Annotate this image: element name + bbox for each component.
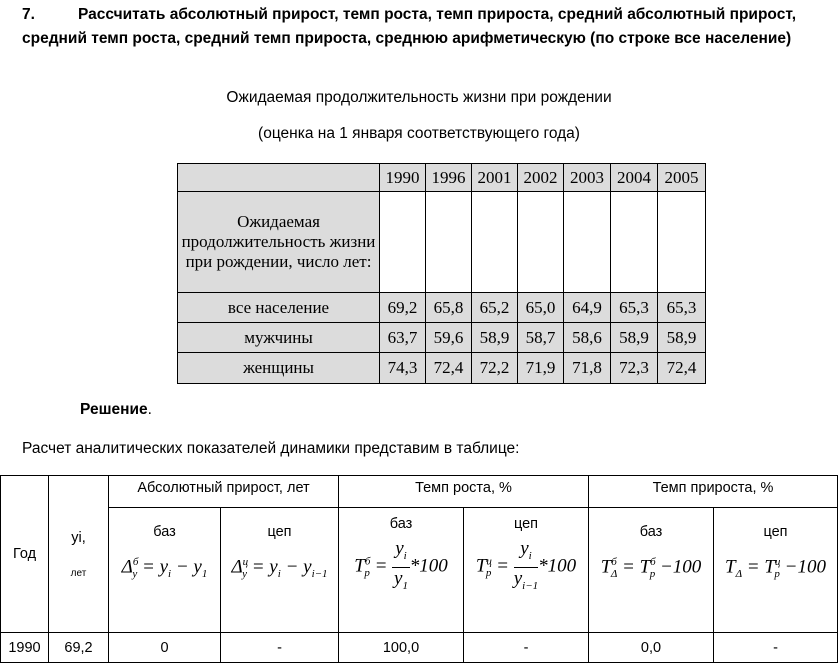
- source-row-label: женщины: [178, 353, 380, 384]
- calc-cell-y: 69,2: [49, 633, 109, 663]
- source-empty-cell: [426, 192, 472, 293]
- sub-label-chain: цеп: [763, 524, 788, 540]
- source-empty-cell: [611, 192, 658, 293]
- source-value: 72,3: [611, 353, 658, 384]
- source-value: 71,8: [564, 353, 611, 384]
- table-caption-title: Ожидаемая продолжительность жизни при рождении: [226, 89, 612, 106]
- source-value: 71,9: [518, 353, 564, 384]
- source-empty-cell: [564, 192, 611, 293]
- calc-cell-gain-base: 0,0: [589, 633, 714, 663]
- source-value: 65,0: [518, 293, 564, 323]
- source-year: 2003: [564, 164, 611, 192]
- calc-cell-growth-base: 100,0: [339, 633, 464, 663]
- calc-header-year: Год: [1, 476, 49, 633]
- formula-abs-chain: $\Delta^ц_y = y_i - y_{i-1}$: [231, 556, 328, 581]
- calc-table: [0, 475, 838, 663]
- calc-cell-gain-chain: -: [714, 633, 838, 663]
- source-value: 69,2: [380, 293, 426, 323]
- source-value: 65,3: [658, 293, 706, 323]
- calc-header-growth-rate: Темп роста, %: [339, 476, 589, 508]
- source-header-label: Ожидаемая продолжительность жизни при рождении, число лет:: [178, 192, 380, 293]
- sub-label-base: баз: [389, 516, 413, 532]
- source-value: 65,8: [426, 293, 472, 323]
- source-value: 58,9: [611, 323, 658, 353]
- source-year: 2004: [611, 164, 658, 192]
- calc-header-abs-chain: [221, 508, 339, 633]
- source-year: 2002: [518, 164, 564, 192]
- source-header-corner: [178, 164, 380, 192]
- source-value: 58,9: [472, 323, 518, 353]
- intro-text: Расчет аналитических показателей динамики представим в таблице:: [22, 440, 520, 457]
- calc-header-abs-growth: Абсолютный прирост, лет: [109, 476, 339, 508]
- source-empty-cell: [658, 192, 706, 293]
- calc-header-growth-base: [339, 508, 464, 633]
- calc-header-y: [49, 476, 109, 633]
- formula-gain-chain: $T_\Delta = T^ц_p -100$: [724, 556, 826, 581]
- task-text: Рассчитать абсолютный прирост, темп роста, темп прироста, средний абсолютный прирост, средний темп роста, средний темп прироста, среднюю арифметическую (по строке все население): [22, 6, 797, 47]
- source-year: 2005: [658, 164, 706, 192]
- calc-cell-abs-chain: -: [221, 633, 339, 663]
- source-table-image: [177, 163, 705, 383]
- solution-label: Решение: [80, 401, 148, 418]
- calc-header-gain-base: [589, 508, 714, 633]
- calc-cell-abs-base: 0: [109, 633, 221, 663]
- source-table: [177, 163, 706, 384]
- source-value: 58,9: [658, 323, 706, 353]
- source-value: 58,7: [518, 323, 564, 353]
- sub-label-base: баз: [153, 524, 176, 540]
- source-value: 74,3: [380, 353, 426, 384]
- formula-gain-base: $T^б_\Delta = T^б_p -100$: [600, 556, 702, 581]
- calc-header-abs-base: [109, 508, 221, 633]
- source-empty-cell: [518, 192, 564, 293]
- sub-label-base: баз: [639, 524, 663, 540]
- source-row-label: все население: [178, 293, 380, 323]
- source-value: 59,6: [426, 323, 472, 353]
- calc-header-gain-rate: Темп прироста, %: [589, 476, 838, 508]
- calc-header-growth-chain: [464, 508, 589, 633]
- source-value: 65,3: [611, 293, 658, 323]
- calc-cell-growth-chain: -: [464, 633, 589, 663]
- formula-abs-base: $\Delta^б_y = y_i - y_1$: [121, 556, 208, 581]
- source-empty-cell: [472, 192, 518, 293]
- source-row-label: мужчины: [178, 323, 380, 353]
- source-year: 1996: [426, 164, 472, 192]
- source-value: 65,2: [472, 293, 518, 323]
- calc-header-y-symbol: yi,: [71, 529, 86, 546]
- table-caption-subtitle: (оценка на 1 января соответствующего года): [258, 125, 580, 142]
- source-value: 72,4: [658, 353, 706, 384]
- source-value: 72,2: [472, 353, 518, 384]
- source-value: 63,7: [380, 323, 426, 353]
- calc-cell-year: 1990: [1, 633, 49, 663]
- formula-growth-chain: $T^ц_p$ = $\frac{y_i}{y_{i-1}}$ *100: [475, 538, 577, 592]
- calc-header-y-unit: лет: [70, 567, 87, 579]
- solution-dot: .: [147, 401, 152, 418]
- source-year: 2001: [472, 164, 518, 192]
- task-number: 7.: [22, 6, 35, 23]
- sub-label-chain: цеп: [267, 524, 292, 540]
- solution-heading: [80, 401, 152, 419]
- calc-header-gain-chain: [714, 508, 838, 633]
- source-empty-cell: [380, 192, 426, 293]
- sub-label-chain: цеп: [513, 516, 539, 532]
- source-value: 58,6: [564, 323, 611, 353]
- source-year: 1990: [380, 164, 426, 192]
- task-statement: [22, 3, 822, 51]
- formula-growth-base: $T^б_p$ = $\frac{y_i}{y_1}$ *100: [354, 538, 448, 592]
- source-value: 72,4: [426, 353, 472, 384]
- source-value: 64,9: [564, 293, 611, 323]
